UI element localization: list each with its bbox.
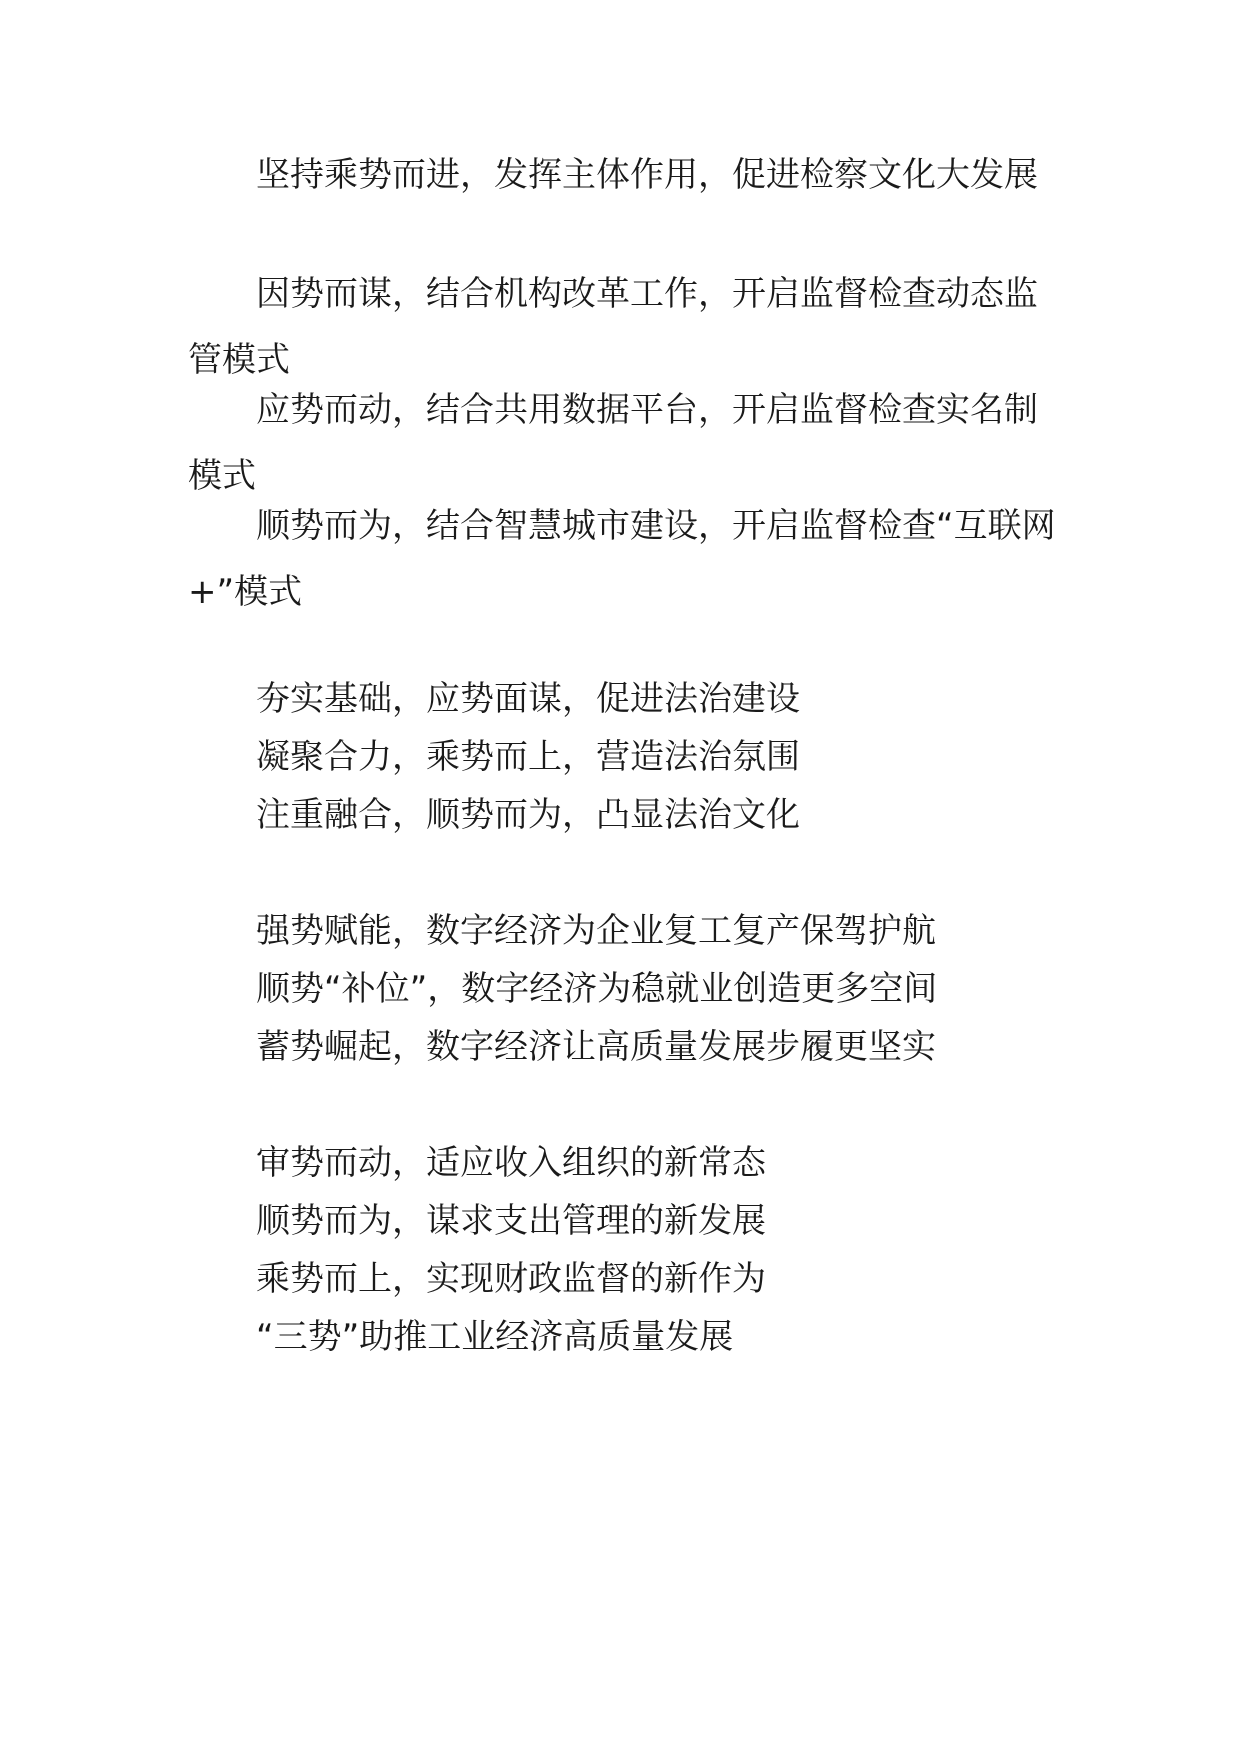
paragraph-line: 强势赋能，数字经济为企业复工复产保驾护航	[256, 911, 936, 951]
paragraph-line: 审势而动，适应收入组织的新常态	[256, 1143, 766, 1183]
paragraph-line: 应势而动，结合共用数据平台，开启监督检查实名制模式	[188, 390, 1038, 496]
paragraph-line: 注重融合，顺势而为，凸显法治文化	[256, 795, 800, 835]
paragraph-line: “三势”助推工业经济高质量发展	[256, 1317, 734, 1357]
paragraph-line: 夯实基础，应势面谋，促进法治建设	[256, 679, 800, 719]
paragraph-line: 凝聚合力，乘势而上，营造法治氛围	[256, 737, 800, 777]
heading-line: 坚持乘势而进，发挥主体作用，促进检察文化大发展	[256, 155, 1038, 195]
paragraph-line: 顺势“补位”，数字经济为稳就业创造更多空间	[256, 969, 938, 1009]
paragraph-line: 顺势而为，结合智慧城市建设，开启监督检查“互联网+”模式	[188, 506, 1056, 612]
paragraph-line: 乘势而上，实现财政监督的新作为	[256, 1259, 766, 1299]
paragraph-line: 蓄势崛起，数字经济让高质量发展步履更坚实	[256, 1027, 936, 1067]
paragraph-line: 因势而谋，结合机构改革工作，开启监督检查动态监管模式	[188, 274, 1038, 380]
paragraph-line: 顺势而为，谋求支出管理的新发展	[256, 1201, 766, 1241]
